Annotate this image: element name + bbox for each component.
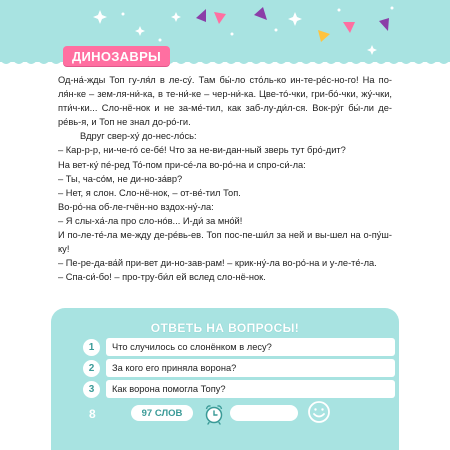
story-text <box>58 73 392 284</box>
questions-header: ОТВЕТЬ НА ВОПРОСЫ! <box>150 321 300 335</box>
purple-triangle-icon <box>196 9 206 22</box>
question-number: 2 <box>83 360 100 377</box>
pink-triangle-icon <box>214 12 226 24</box>
story-paragraph: – Ты, ча-со́м, не ди-но-за́вр? <box>58 173 183 184</box>
story-paragraph: И по-ле-те́-ла ме-жду де-ре́вь-ев. Топ пос-пе-ши́л за ней и вы-шел на о-пу́ш-ку! <box>58 230 392 255</box>
yellow-triangle-icon <box>318 30 330 42</box>
question-text: За кого его приняла ворона? <box>106 359 395 377</box>
purple-triangle-icon <box>254 7 267 20</box>
question-text: Как ворона помогла Топу? <box>106 380 395 398</box>
alarm-clock-icon <box>203 403 225 425</box>
purple-triangle-icon <box>379 18 389 31</box>
story-paragraph: – Кар-р-р, ни-че-го́ се-бе́! Что за не-ви-дан-ный зверь тут бро́-дит? <box>58 145 346 156</box>
story-paragraph: – Я слы-ха́-ла про сло-нóв... И-ди́ за мно́й! <box>58 215 243 226</box>
question-text: Что случилось со слонёнком в лесу? <box>106 338 395 356</box>
story-paragraph: На вет-ку́ пе́-ред То́-пом при-се́-ла во-ро́-на и спро-си́-ла: <box>58 159 306 170</box>
reading-time-field[interactable] <box>230 405 298 421</box>
smiley-face-icon <box>307 400 331 424</box>
question-row <box>83 380 395 398</box>
page-number: 8 <box>89 407 96 421</box>
story-paragraph: – Нет, я слон. Сло-нё-нок, – от-ве́-тил Топ. <box>58 187 241 198</box>
question-row <box>83 338 395 356</box>
story-paragraph: Вдруг свер-ху́ до-нес-ло́сь: <box>80 131 197 142</box>
story-paragraph: – Пе-ре-да-ва́й при-вет ди-но-зав-рам! – крик-ну́-ла во-ро́-на и у-ле-те́-ла. <box>58 258 377 269</box>
story-paragraph: – Спа-си́-бо! – про-тру-би́л ей вслед сло-нё-нок. <box>58 272 266 283</box>
pink-triangle-icon <box>343 22 355 33</box>
word-count-badge: 97 СЛОВ <box>131 405 193 421</box>
story-paragraph: Во-ро́-на об-ле-гчён-но вздох-ну́-ла: <box>58 201 214 212</box>
story-paragraph: Од-на́-жды Топ гу-ля́л в ле-су́. Там бы́-ло сто́ль-ко ин-те-ре́с-но-го! На по-ля́н-ке – зем-ля-ни́-ка, в те-ни́-ке – чер-ни́-ка. Цве-то́-чки, гри-бо́-чки, жу́-чки, пти́ч-ки... Сло-нё-нок и не за-ме́-тил, как заб-лу-ди́л-ся. Вок-ру́г бы́-ли де-ре́вь-я, и Топ не знал до-ро́-ги. <box>58 75 392 128</box>
question-row <box>83 359 395 377</box>
story-title: ДИНОЗАВРЫ <box>63 46 170 66</box>
question-number: 3 <box>83 381 100 398</box>
question-number: 1 <box>83 339 100 356</box>
